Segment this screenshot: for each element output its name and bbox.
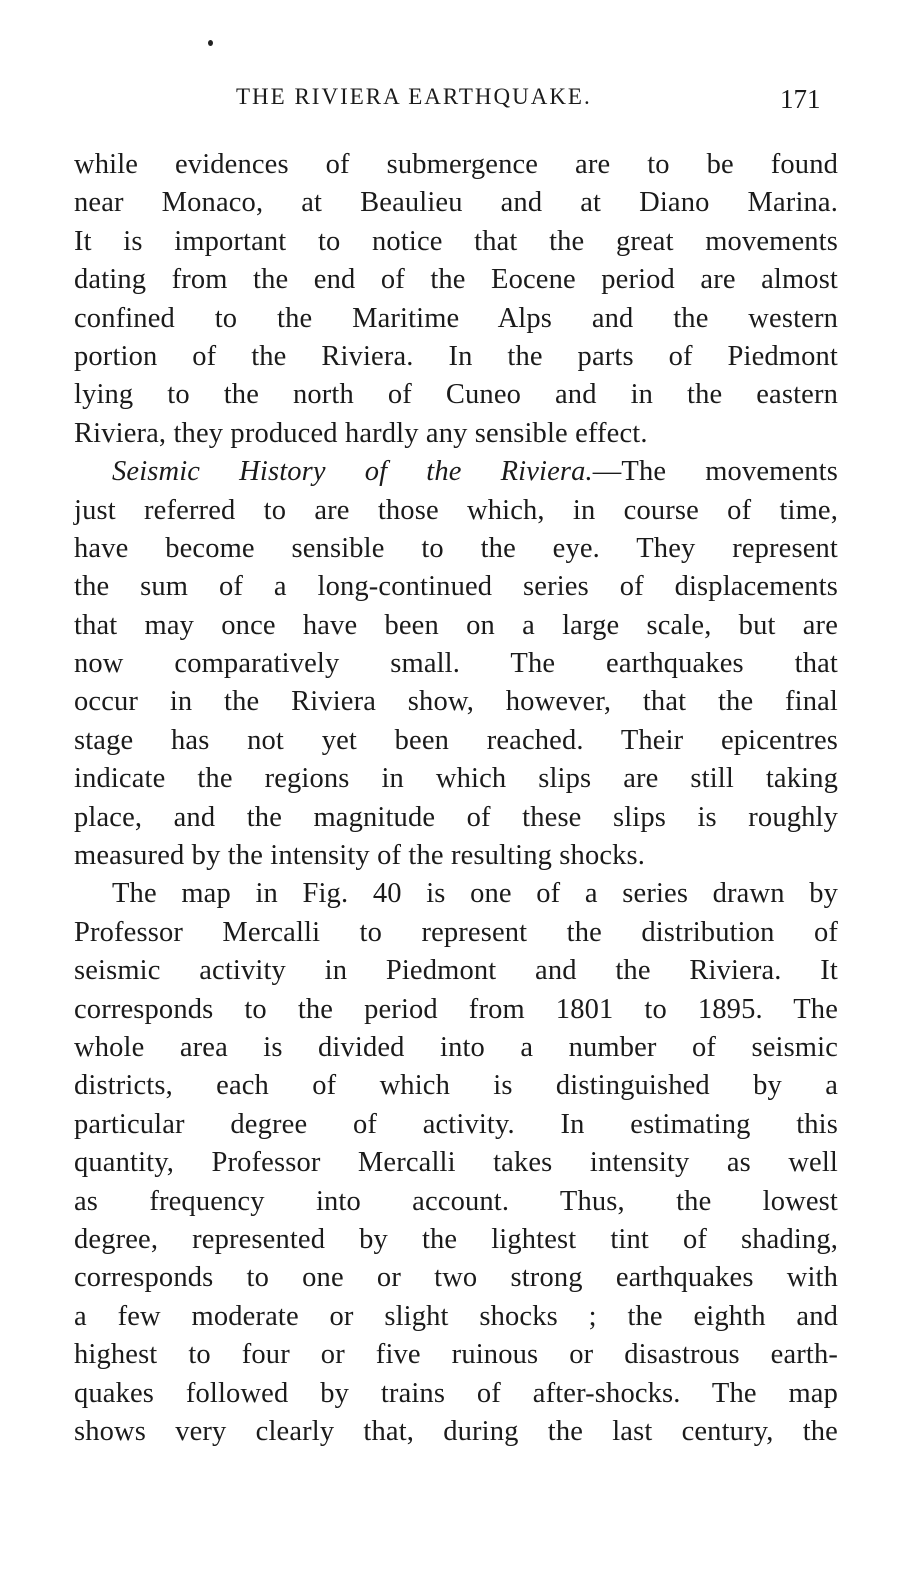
text-line: quantity, Professor Mercalli takes intensity as well [74, 1147, 838, 1179]
text-line: shows very clearly that, during the last century, the [74, 1415, 838, 1447]
text-line: Riviera, they produced hardly any sensible effect. [74, 417, 648, 449]
text-line: while evidences of submergence are to be found [74, 149, 838, 180]
page-header [0, 84, 900, 124]
section-heading: Seismic History of the Riviera. [112, 456, 593, 488]
text-line: have become sensible to the eye. They represent [74, 532, 838, 564]
text-line: It is important to notice that the great movements [74, 225, 838, 257]
text-line: occur in the Riviera show, however, that the final [74, 686, 838, 718]
text-line: seismic activity in Piedmont and the Riviera. It [74, 955, 838, 987]
page-number: 171 [780, 84, 821, 114]
text-line: confined to the Maritime Alps and the western [74, 302, 838, 334]
running-title: THE RIVIERA EARTHQUAKE. [236, 84, 592, 109]
text-line: highest to four or five ruinous or disastrous earth- [74, 1339, 838, 1371]
text-line: portion of the Riviera. In the parts of Piedmont [74, 340, 838, 372]
text-line: near Monaco, at Beaulieu and at Diano Marina. [74, 187, 838, 219]
text-line: degree, represented by the lightest tint of shading, [74, 1223, 838, 1255]
text-line: a few moderate or slight shocks ; the eighth and [74, 1300, 838, 1332]
body-text [74, 146, 838, 1451]
text-line: place, and the magnitude of these slips is roughly [74, 801, 838, 833]
text-line: lying to the north of Cuneo and in the eastern [74, 379, 838, 411]
print-speck [208, 40, 213, 46]
text-line: that may once have been on a large scale, but are [74, 609, 838, 641]
text-line: corresponds to one or two strong earthquakes with [74, 1262, 838, 1294]
text-line: just referred to are those which, in course of time, [74, 494, 838, 526]
text-line: indicate the regions in which slips are still taking [74, 763, 838, 795]
text-line: stage has not yet been reached. Their epicentres [74, 724, 838, 756]
text-line: quakes followed by trains of after-shocks. The map [74, 1377, 838, 1409]
text-line: whole area is divided into a number of seismic [74, 1031, 838, 1063]
text-line: now comparatively small. The earthquakes that [74, 648, 838, 680]
text-line: corresponds to the period from 1801 to 1895. The [74, 993, 838, 1025]
text-line: districts, each of which is distinguished by a [74, 1070, 838, 1102]
section-heading-continuation: —The movements [592, 456, 838, 488]
text-line: the sum of a long-continued series of displacements [74, 571, 838, 603]
text-line: as frequency into account. Thus, the lowest [74, 1185, 838, 1217]
text-line: The map in Fig. 40 is one of a series drawn by [112, 878, 838, 910]
text-line: measured by the intensity of the resulting shocks. [74, 840, 646, 872]
text-line: Professor Mercalli to represent the distribution of [74, 916, 838, 948]
section-heading-line [74, 453, 838, 491]
text-line: particular degree of activity. In estimating this [74, 1108, 838, 1140]
text-line: dating from the end of the Eocene period are almost [74, 264, 838, 296]
